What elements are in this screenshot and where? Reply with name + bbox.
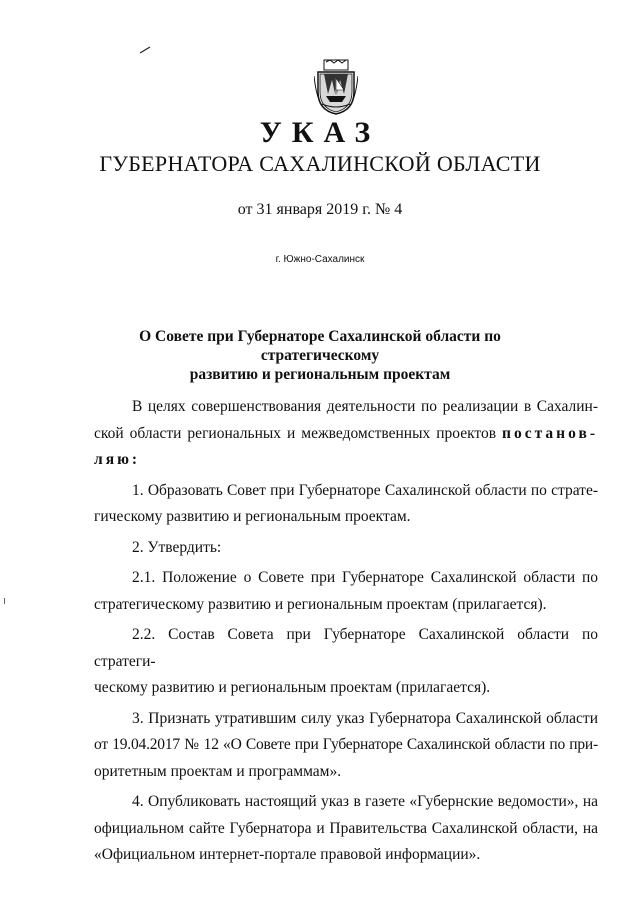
preamble-line-2-text: ской области региональных и межведомственных проектов (94, 424, 497, 442)
item-3-line-3: оритетным проектам и программам». (94, 762, 342, 780)
decree-verb-end: ляю: (94, 451, 141, 468)
item-1-line-1: 1. Образовать Совет при Губернаторе Сахалинской области по страте- (132, 481, 598, 499)
heading-line-1: О Совете при Губернаторе Сахалинской области по стратегическому (139, 328, 501, 364)
item-2-2-line-2: ческому развитию и региональным проектам (прилагается). (94, 679, 491, 696)
item-2-1-line-2: стратегическому развитию и региональным проектам (прилагается). (94, 595, 547, 613)
decree-heading (80, 327, 560, 384)
item-1 (94, 478, 598, 531)
document-title: УКАЗ (259, 116, 381, 149)
item-3 (94, 706, 598, 786)
sakhalin-coat-of-arms-icon (314, 58, 358, 116)
pen-mark (139, 46, 151, 54)
decree-body (94, 394, 598, 869)
item-4-line-3: «Официальном интернет-портале правовой информации». (94, 846, 481, 863)
issuer-title: ГУБЕРНАТОРА САХАЛИНСКОЙ ОБЛАСТИ (99, 151, 541, 176)
preamble-line-1: В целях совершенствования деятельности по реализации в Сахалин- (132, 398, 598, 415)
decree-verb: постанов- (502, 424, 598, 442)
preamble-paragraph (94, 394, 598, 474)
heading-line-2: развитию и региональным проектам (189, 366, 451, 383)
item-4-line-2: официальном сайте Губернатора и Правительства Сахалинской области, на (94, 819, 598, 837)
item-2 (94, 535, 598, 562)
item-2-2 (94, 622, 598, 702)
item-2-2-line-1: 2.2. Состав Совета при Губернаторе Сахалинской области по стратеги- (94, 626, 598, 670)
item-3-line-2: от 19.04.2017 № 12 «О Совете при Губернаторе Сахалинской области по при- (94, 736, 598, 753)
item-2-1-line-1: 2.1. Положение о Совете при Губернаторе Сахалинской области по (132, 569, 598, 586)
scan-artifact (4, 598, 5, 604)
item-1-line-2: гическому развитию и региональным проектам. (94, 508, 411, 525)
item-4-line-1: 4. Опубликовать настоящий указ в газете «Губернские ведомости», на (132, 793, 598, 810)
city-name: г. Южно-Сахалинск (275, 254, 365, 265)
preamble-line-2 (94, 421, 598, 448)
item-2-line-1: 2. Утвердить: (132, 538, 222, 556)
decree-date-number: от 31 января 2019 г. № 4 (237, 201, 403, 218)
item-3-line-1: 3. Признать утратившим силу указ Губернатора Сахалинской области (132, 709, 598, 727)
item-2-1 (94, 565, 598, 618)
item-4 (94, 789, 598, 869)
